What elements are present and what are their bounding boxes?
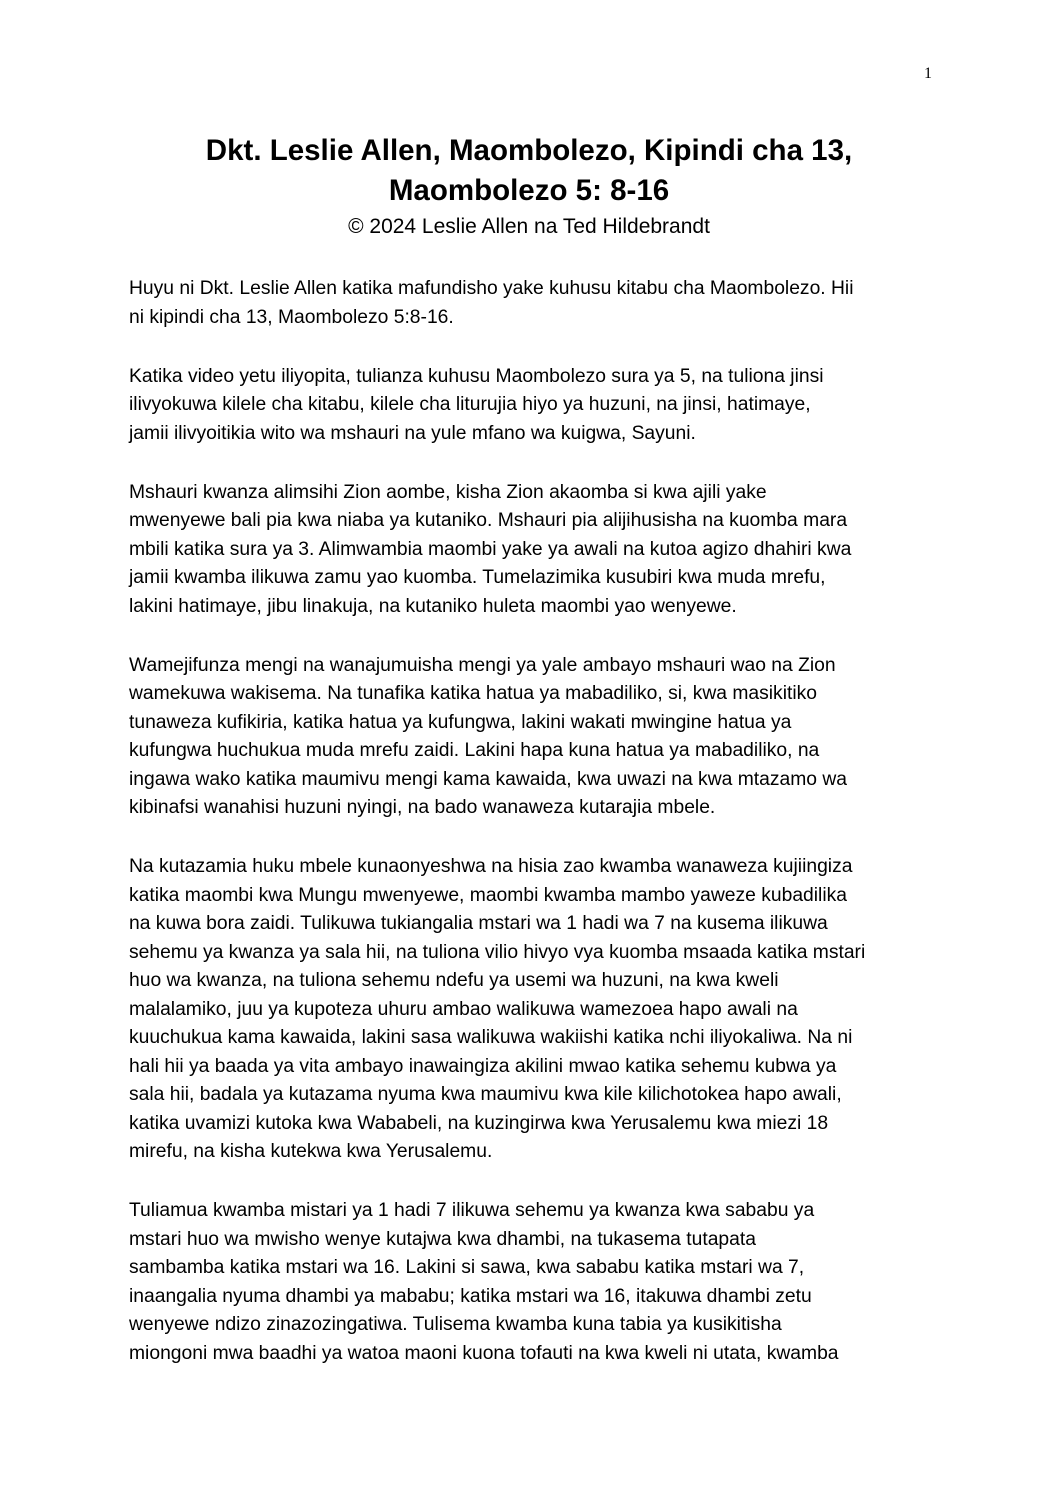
paragraph	[129, 275, 934, 332]
paragraph-line: Tuliamua kwamba mistari ya 1 hadi 7 ilikuwa sehemu ya kwanza kwa sababu ya	[129, 1200, 815, 1221]
paragraph-line: sehemu ya kwanza ya sala hii, na tuliona vilio hivyo vya kuomba msaada katika mstari	[129, 941, 866, 963]
paragraph-line: tunaweza kufikiria, katika hatua ya kufungwa, lakini wakati mwingine hatua ya	[129, 711, 792, 733]
paragraph-line: jamii ilivyoitikia wito wa mshauri na yule mfano wa kuigwa, Sayuni.	[129, 422, 696, 444]
paragraph-line: wamekuwa wakisema. Na tunafika katika hatua ya mabadiliko, si, kwa masikitiko	[129, 683, 817, 704]
paragraph-line: mwenyewe bali pia kwa niaba ya kutaniko. Mshauri pia alijihusisha na kuomba mara	[129, 510, 848, 531]
paragraph-line: sambamba katika mstari wa 16. Lakini si sawa, kwa sababu katika mstari wa 7,	[129, 1257, 805, 1278]
paragraph-line: katika uvamizi kutoka kwa Wababeli, na kuzingirwa kwa Yerusalemu kwa miezi 18	[129, 1112, 829, 1134]
page-number: 1	[924, 65, 932, 82]
paragraph-line: jamii kwamba ilikuwa zamu yao kuomba. Tumelazimika kusubiri kwa muda mrefu,	[129, 567, 826, 588]
paragraph	[129, 479, 934, 622]
paragraph-line: sala hii, badala ya kutazama nyuma kwa maumivu kwa kile kilichotokea hapo awali,	[129, 1084, 842, 1105]
paragraph-line: mirefu, na kisha kutekwa kwa Yerusalemu.	[129, 1141, 493, 1162]
paragraph-line: kufungwa huchukua muda mrefu zaidi. Lakini hapa kuna hatua ya mabadiliko, na	[129, 740, 820, 761]
paragraph-line: katika maombi kwa Mungu mwenyewe, maombi kwamba mambo yaweze kubadilika	[129, 884, 847, 906]
paragraph-line: kibinafsi wanahisi huzuni nyingi, na bado wanaweza kutarajia mbele.	[129, 797, 716, 818]
paragraph-line: ni kipindi cha 13, Maombolezo 5:8-16.	[129, 306, 454, 328]
paragraph	[129, 363, 934, 449]
paragraph-line: Katika video yetu iliyopita, tulianza kuhusu Maombolezo sura ya 5, na tuliona jinsi	[129, 365, 824, 387]
paragraph-line: kuuchukua kama kawaida, lakini sasa walikuwa wakiishi katika nchi iliyokaliwa. Na ni	[129, 1027, 853, 1048]
paragraph	[129, 652, 934, 823]
paragraph-line: huo wa kwanza, na tuliona sehemu ndefu ya usemi wa huzuni, na kwa kweli	[129, 970, 779, 991]
paragraph-line: ilivyokuwa kilele cha kitabu, kilele cha liturujia hiyo ya huzuni, na jinsi, hatimaye,	[129, 394, 811, 415]
document-title	[129, 131, 929, 211]
title-line-1: Dkt. Leslie Allen, Maombolezo, Kipindi cha 13,	[205, 134, 853, 167]
paragraph-line: Wamejifunza mengi na wanajumuisha mengi ya yale ambayo mshauri wao na Zion	[129, 654, 836, 676]
paragraph-line: lakini hatimaye, jibu linakuja, na kutaniko huleta maombi yao wenyewe.	[129, 595, 737, 617]
paragraph-line: ingawa wako katika maumivu mengi kama kawaida, kwa uwazi na kwa mtazamo wa	[129, 768, 848, 790]
copyright-notice: © 2024 Leslie Allen na Ted Hildebrandt	[348, 215, 710, 238]
paragraph-line: wenyewe ndizo zinazozingatiwa. Tulisema kwamba kuna tabia ya kusikitisha	[129, 1314, 782, 1335]
document-body	[129, 275, 934, 1399]
paragraph-line: Mshauri kwanza alimsihi Zion aombe, kisha Zion akaomba si kwa ajili yake	[129, 481, 767, 503]
paragraph-line: mbili katika sura ya 3. Alimwambia maombi yake ya awali na kutoa agizo dhahiri kwa	[129, 538, 852, 560]
paragraph-line: miongoni mwa baadhi ya watoa maoni kuona tofauti na kwa kweli ni utata, kwamba	[129, 1342, 839, 1364]
document-header	[129, 131, 929, 243]
paragraph-line: inaangalia nyuma dhambi ya mababu; katika mstari wa 16, itakuwa dhambi zetu	[129, 1285, 812, 1307]
paragraph	[129, 1197, 934, 1368]
paragraph-line: malalamiko, juu ya kupoteza uhuru ambao walikuwa wamezoea hapo awali na	[129, 998, 798, 1020]
paragraph-line: na kuwa bora zaidi. Tulikuwa tukiangalia mstari wa 1 hadi wa 7 na kusema ilikuwa	[129, 913, 828, 934]
title-line-2: Maombolezo 5: 8-16	[388, 174, 670, 207]
paragraph-line: Huyu ni Dkt. Leslie Allen katika mafundisho yake kuhusu kitabu cha Maombolezo. Hii	[129, 278, 854, 299]
paragraph	[129, 853, 934, 1167]
paragraph-line: hali hii ya baada ya vita ambayo inawaingiza akilini mwao katika sehemu kubwa ya	[129, 1055, 837, 1077]
paragraph-line: mstari huo wa mwisho wenye kutajwa kwa dhambi, na tukasema tutapata	[129, 1228, 756, 1250]
paragraph-line: Na kutazamia huku mbele kunaonyeshwa na hisia zao kwamba wanaweza kujiingiza	[129, 856, 853, 877]
